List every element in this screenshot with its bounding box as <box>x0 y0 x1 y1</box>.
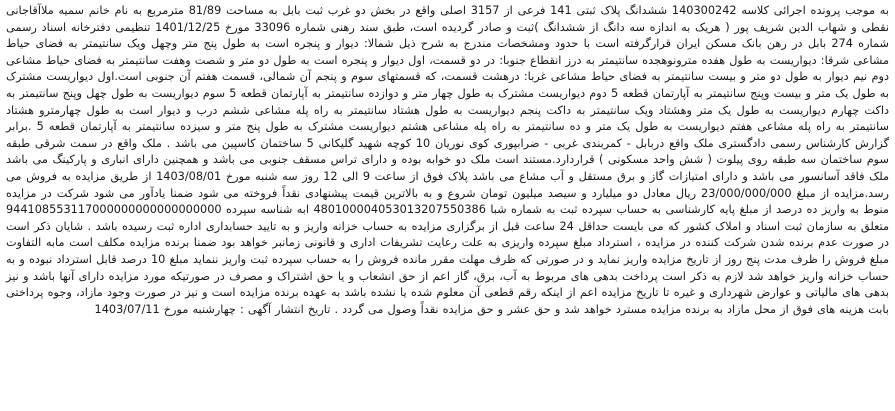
auction-notice-text: به موجب پرونده اجرائی کلاسه 140300242 ششدانگ پلاک ثبتی 141 فرعی از 3157 اصلی واقع در بخش دو غرب ثبت بابل به مساحت 81/89 مترمربع به نام خانم سمیه ملاآقاجانی نقطی و شهاب الدین شریف پور ( هریک به اندازه سه دانگ از ششدانگ )ثبت و صادر گردیده است، طبق سند رهنی شماره 33096 مورخ 1401/12/25 تنظیمی دفترخانه اسناد رسمی شماره 274 بابل در رهن بانک مسکن ایران قرارگرفته است با حدود ومشخصات مندرج به شرح ذیل شمالا: دیوار و پنجره است به طول پنج متر وچهل ویک سانتیمتر به فضای حیاط مشاعی شرقا: دیواریست به طول هفده مترونوهجده سانتیمتر به درز انقطاع جنوبا: در دو قسمت، اول دیوار و پنجره است به طول دو متر و شصت وهفت سانتیمتر به فضای حیاط مشاعی دوم نیم دیوار به طول دو متر و بیست سانتیمتر به فضای حیاط مشاعی غربا: درهشت قسمت، که قسمتهای سوم و پنجم آن شمالی، قسمت هفتم آن جنوبی است.اول دیواریست مشترک به طول یک متر و بیست وپنج سانتیمتر به آپارتمان قطعه 5 دوم دیواریست مشترک به طول چهار متر و دوازده سانتیمتر به آپارتمان قطعه 5 سوم دیواریست به طول چهل وپنج سانتیمتر به داکت چهارم دیواریست به طول یک متر وهشتاد ویک سانتیمتر به داکت پنجم دیواریست به طول هشتاد سانتیمتر به راه پله مشاعی ششم درب و دیوار است به طول چهارمترو هشتاد سانتیمتر به راه پله مشاعی هفتم دیواریست به طول یک متر و ده سانتیمتر به راه پله مشاعی هشتم دیواریست مشترک به طول پنج متر و سیزده سانتیمتر به آپارتمان قطعه 5 .برابر گزارش کارشناس رسمی دادگستری ملک واقع دربابل - کمربندی غربی - ضرابپوری کوی نوریان 10 کوچه شهید گلیکانی 5 ساختمان کاسپین می باشد . ملک واقع در سمت شرقی طبقه سوم ساختمان سه طبقه روی پیلوت ( شش واحد مسکونی ) قراردارد.مستند است ملک دو خوابه بوده و دارای تراس مسقف جنوبی می باشد و همچنین دارای انباری و پارکینگ می باشد ملک فاقد آسانسور می باشد و دارای امتیازات گاز و برق مستقل و آب مشاع می باشد پلاک فوق از ساعت 9 الی 12 روز سه شنبه مورخ 1403/08/01 از طریق مزایده به فروش می رسد.مزایده از مبلغ 23/000/000/000 ریال معادل دو میلیارد و سیصد میلیون تومان شروع و به بالاترین قیمت پیشنهادی نقداً فروخته می شود ضمنا یادآور می شود شرکت در مزایده منوط به واریز ده درصد از مبلغ پایه کارشناسی به حساب سپرده ثبت به شماره شبا 480100004053013207550386 ابه شناسه سپرده 944108553117000000000000000000 متعلق به سازمان ثبت اسناد و املاک کشور که می بایست حداقل 24 ساعت قبل از برگزاری مزایده به حساب خزانه واریز و به تایید حسابداری اداره ثبت رسیده باشد . شایان ذکر است در صورت عدم برنده شدن شرکت کننده در مزایده ، استرداد مبلغ سپرده واریزی به علت رعایت تشریفات اداری و قانونی زمانبر خواهد بود ضمنا برنده مزایده مکلف است مابه التفاوت مبلغ فروش را ظرف مدت پنج روز از تاریخ مزایده واریز نماید و در صورتی که ظرف مهلت مقرر مانده فروش را به حساب سپرده ثبت واریز ننماید مبلغ 10 درصد قابل استرداد نبوده و به حساب خزانه واریز خواهد شد لازم به ذکر است پرداخت بدهی های مربوط به آب، برق، گاز اعم از حق انشعاب و یا حق اشتراک و مصرف در صورتیکه مورد مزایده دارای آنها باشد و نیز بدهی های مالیاتی و عوارض شهرداری و غیره تا تاریخ مزایده اعم از اینکه رقم قطعی آن معلوم شده یا نشده باشد به عهده برنده مزایده است و نیز در صورت وجود مازاد، وجوه پرداختی بابت هزینه های فوق از محل مازاد به برنده مزایده مسترد خواهد شد و حق عشر و حق مزایده نقداً وصول می گردد . تاریخ انتشار آگهی : چهارشنبه مورخ 1403/07/11 <box>6 4 890 316</box>
